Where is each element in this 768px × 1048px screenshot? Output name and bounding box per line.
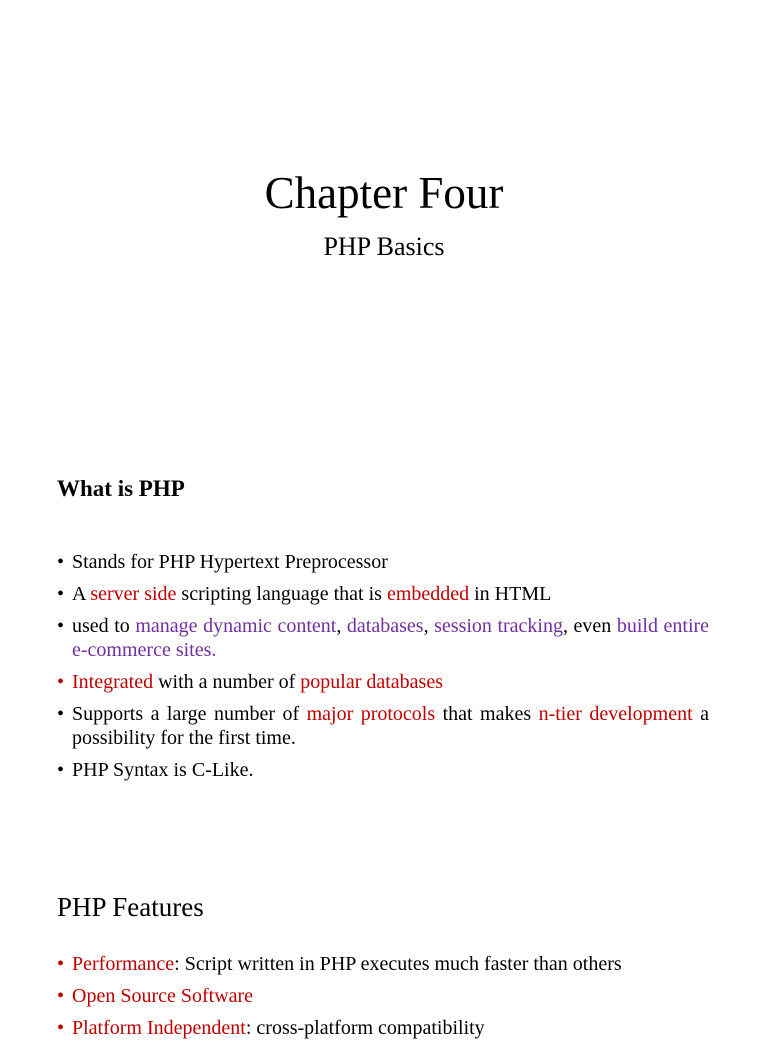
bullet-text: scripting language that is [176,583,387,605]
bullet-dot: • [57,671,65,693]
highlight-embedded: embedded [386,583,470,605]
what-is-php-heading: What is PHP [57,476,185,501]
bullet-stands-for [57,550,709,574]
bullet-text: that makes [435,703,539,725]
bullet-text: . [211,639,217,661]
highlight-major-protocols: major protocols [306,703,436,725]
bullet-dot: • [57,551,65,573]
what-is-php-bullet-list [57,550,709,790]
bullet-text: , [336,615,347,637]
bullet-text: : cross-platform compatibility [245,1017,485,1039]
bullet-dot: • [57,1017,65,1039]
bullet-server-side [57,582,709,606]
php-features-heading: PHP Features [57,892,204,922]
bullet-dot: • [57,583,65,605]
bullet-dot: • [57,953,65,975]
highlight-integrated: Integrated [72,671,154,693]
bullet-text: , even [563,615,617,637]
highlight-platform-independent: Platform Independent [72,1017,246,1039]
what-is-php-slide [0,430,768,840]
highlight-build-ecommerce: build entire e-commerce sites [72,615,710,661]
bullet-protocols [57,702,709,750]
highlight-session-tracking: session tracking [434,615,563,637]
highlight-open-source: Open Source Software [72,985,254,1007]
bullet-text: Stands for PHP Hypertext Preprocessor [72,551,388,573]
php-features-slide [0,840,768,1039]
bullet-integrated [57,670,709,694]
bullet-text: A [72,583,91,605]
bullet-text: a possibility for the first time. [72,703,709,749]
bullet-dot: • [57,615,65,637]
highlight-databases: databases [346,615,424,637]
highlight-manage-dynamic-content: manage dynamic content [135,615,337,637]
bullet-text: : Script written in PHP executes much faster than others [174,953,622,975]
bullet-dot: • [57,985,65,1007]
bullet-text: with a number of [153,671,301,693]
bullet-text: in HTML [469,583,552,605]
bullet-performance [57,952,709,976]
title-slide [0,0,768,430]
highlight-n-tier-development: n-tier development [538,703,693,725]
bullet-used-to [57,614,709,662]
bullet-text: , [423,615,435,637]
php-features-bullet-list [57,952,709,1048]
bullet-platform-independent [57,1016,709,1040]
bullet-text: PHP Syntax is C-Like. [72,759,254,781]
chapter-subtitle: PHP Basics [323,232,445,261]
chapter-title: Chapter Four [264,168,504,218]
bullet-text: used to [72,615,136,637]
bullet-dot: • [57,759,65,781]
highlight-popular-databases: popular databases [300,671,443,693]
bullet-open-source [57,984,709,1008]
highlight-server-side: server side [90,583,177,605]
bullet-dot: • [57,703,65,725]
bullet-text: Supports a large number of [72,703,307,725]
bullet-syntax [57,758,709,782]
highlight-performance: Performance [72,953,175,975]
